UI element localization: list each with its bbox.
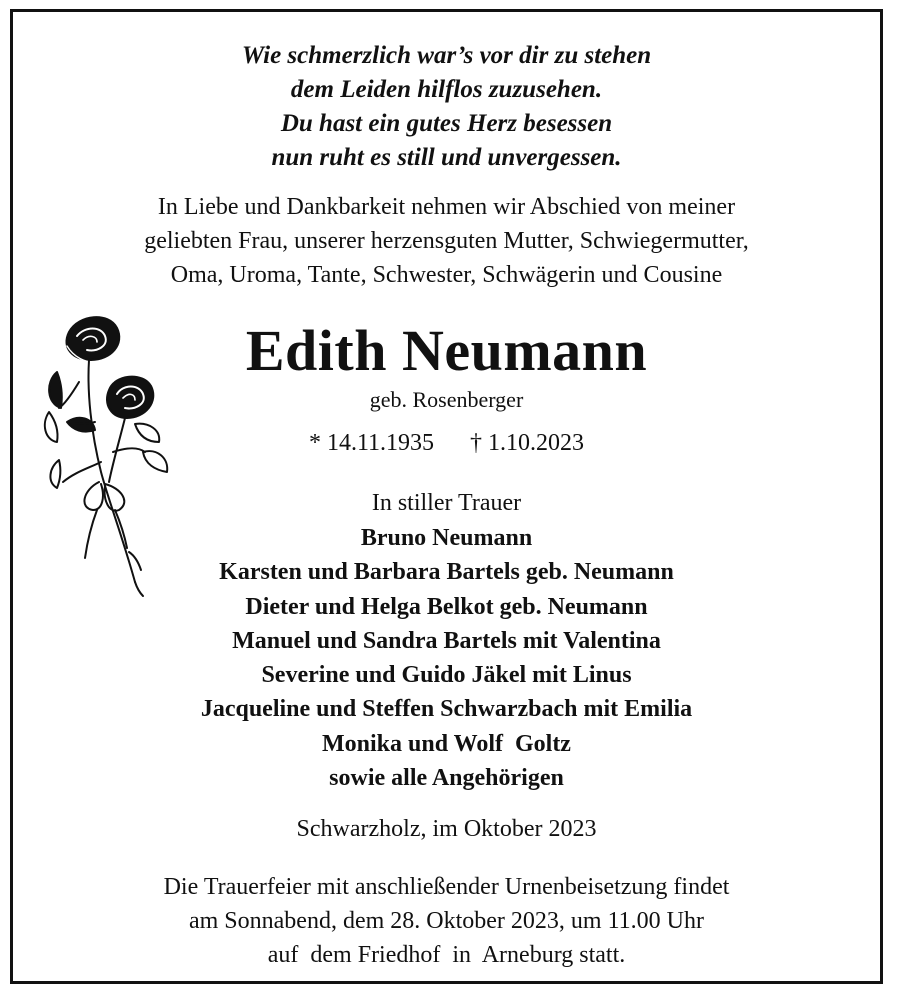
poem-line: Wie schmerzlich war’s vor dir zu stehen (241, 42, 652, 69)
poem-line: dem Leiden hilflos zuzusehen. (290, 76, 603, 103)
poem-line: nun ruht es still und unvergessen. (271, 144, 622, 171)
birth-date: * 14.11.1935 (308, 430, 435, 456)
mourner-entry: Karsten und Barbara Bartels geb. Neumann (219, 559, 674, 586)
ceremony-details (13, 870, 880, 972)
ceremony-line: auf dem Friedhof in Arneburg statt. (267, 942, 626, 968)
place-and-date: Schwarzholz, im Oktober 2023 (296, 816, 597, 842)
mourning-label: In stiller Trauer (371, 490, 522, 516)
intro-line: Oma, Uroma, Tante, Schwester, Schwägerin und Cousine (170, 262, 723, 288)
mourner-entry: Dieter und Helga Belkot geb. Neumann (245, 593, 648, 620)
intro-line: geliebten Frau, unserer herzensguten Mutter, Schwiegermutter, (144, 228, 749, 254)
mourner-entry: Monika und Wolf Goltz (322, 730, 571, 757)
mourner-entry: Severine und Guido Jäkel mit Linus (261, 662, 632, 689)
obituary-frame (10, 9, 883, 984)
farewell-intro (13, 190, 880, 292)
mourner-entry: Jacqueline und Steffen Schwarzbach mit Emilia (200, 696, 693, 723)
memorial-poem (13, 39, 880, 175)
mourner-entry: sowie alle Angehörigen (329, 765, 564, 792)
death-date: † 1.10.2023 (470, 430, 585, 456)
mourner-entry: Bruno Neumann (360, 525, 533, 551)
life-dates (13, 426, 880, 460)
mourners-list (13, 521, 880, 795)
mourner-entry: Manuel und Sandra Bartels mit Valentina (232, 627, 661, 654)
deceased-name: Edith Neumann (245, 318, 648, 383)
poem-line: Du hast ein gutes Herz besessen (280, 110, 613, 137)
ceremony-line: am Sonnabend, dem 28. Oktober 2023, um 11.00 Uhr (188, 908, 705, 934)
intro-line: In Liebe und Dankbarkeit nehmen wir Abschied von meiner (157, 194, 736, 220)
maiden-name: geb. Rosenberger (369, 387, 524, 412)
ceremony-line: Die Trauerfeier mit anschließender Urnenbeisetzung findet (163, 874, 730, 900)
